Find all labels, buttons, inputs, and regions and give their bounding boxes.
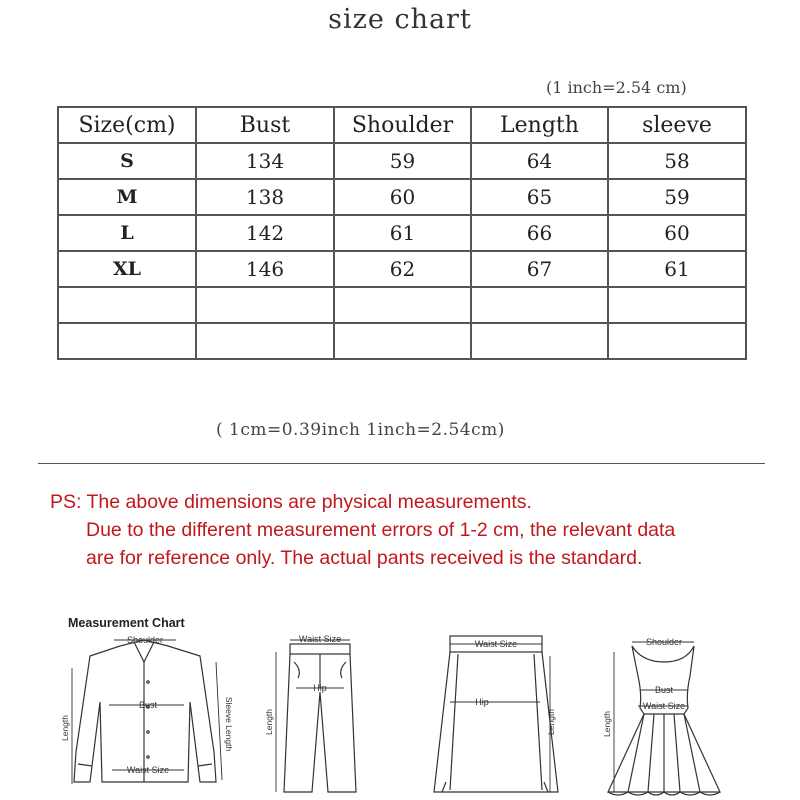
ps-line-1: PS: The above dimensions are physical measurements.	[50, 491, 532, 513]
sleeve-cell: 60	[608, 215, 746, 251]
page-title: size chart	[328, 4, 472, 35]
empty-cell	[58, 323, 196, 359]
pants-hip-label: Hip	[313, 683, 327, 693]
bust-cell: 138	[196, 179, 334, 215]
empty-cell	[608, 323, 746, 359]
shirt-waist-label: Waist Size	[126, 765, 170, 775]
empty-cell	[471, 323, 608, 359]
table-row	[58, 215, 746, 251]
bust-cell: 134	[196, 143, 334, 179]
shoulder-cell: 61	[334, 215, 471, 251]
empty-cell	[196, 287, 334, 323]
shirt-shoulder-label: Shoulder	[126, 635, 164, 645]
dress-waist-label: Waist Size	[642, 701, 686, 711]
unit-conversion-note-top: (1 inch=2.54 cm)	[546, 78, 687, 97]
skirt-waist-label: Waist Size	[474, 639, 518, 649]
size-cell: M	[58, 179, 196, 215]
empty-cell	[471, 287, 608, 323]
dress-shoulder-label: Shoulder	[645, 637, 683, 647]
length-cell: 66	[471, 215, 608, 251]
shoulder-cell: 59	[334, 143, 471, 179]
ps-line-3: are for reference only. The actual pants received is the standard.	[86, 547, 643, 569]
empty-cell	[334, 287, 471, 323]
section-divider	[38, 463, 765, 464]
table-row	[58, 179, 746, 215]
skirt-diagram	[428, 632, 568, 800]
pants-diagram	[262, 632, 372, 800]
ps-note	[50, 488, 780, 572]
unit-conversion-note-bottom: ( 1cm=0.39inch 1inch=2.54cm)	[216, 420, 505, 440]
shoulder-cell: 62	[334, 251, 471, 287]
header-size: Size(cm)	[58, 107, 196, 143]
shirt-length-label: Length	[60, 715, 70, 741]
size-table	[57, 106, 747, 360]
table-row	[58, 251, 746, 287]
header-length: Length	[471, 107, 608, 143]
shirt-bust-label: Bust	[138, 700, 158, 710]
length-cell: 64	[471, 143, 608, 179]
size-cell: XL	[58, 251, 196, 287]
pants-length-label: Length	[264, 709, 274, 735]
skirt-hip-label: Hip	[475, 697, 489, 707]
sleeve-cell: 59	[608, 179, 746, 215]
bust-cell: 142	[196, 215, 334, 251]
table-row-empty	[58, 287, 746, 323]
pants-waist-label: Waist Size	[298, 634, 342, 644]
header-sleeve: sleeve	[608, 107, 746, 143]
empty-cell	[608, 287, 746, 323]
shirt-sleeve-label: Sleeve Length	[224, 696, 234, 752]
length-cell: 67	[471, 251, 608, 287]
length-cell: 65	[471, 179, 608, 215]
ps-line-2: Due to the different measurement errors of 1-2 cm, the relevant data	[86, 519, 676, 541]
table-header-row	[58, 107, 746, 143]
header-shoulder: Shoulder	[334, 107, 471, 143]
shoulder-cell: 60	[334, 179, 471, 215]
dress-bust-label: Bust	[654, 685, 674, 695]
dress-length-label: Length	[602, 711, 612, 737]
skirt-length-label: Length	[546, 709, 556, 735]
table-row	[58, 143, 746, 179]
dress-diagram	[598, 632, 728, 800]
table-row-empty	[58, 323, 746, 359]
header-bust: Bust	[196, 107, 334, 143]
shirt-diagram	[60, 632, 234, 800]
bust-cell: 146	[196, 251, 334, 287]
sleeve-cell: 61	[608, 251, 746, 287]
size-cell: L	[58, 215, 196, 251]
empty-cell	[58, 287, 196, 323]
sleeve-cell: 58	[608, 143, 746, 179]
empty-cell	[334, 323, 471, 359]
size-cell: S	[58, 143, 196, 179]
empty-cell	[196, 323, 334, 359]
measurement-chart-title: Measurement Chart	[68, 616, 185, 630]
